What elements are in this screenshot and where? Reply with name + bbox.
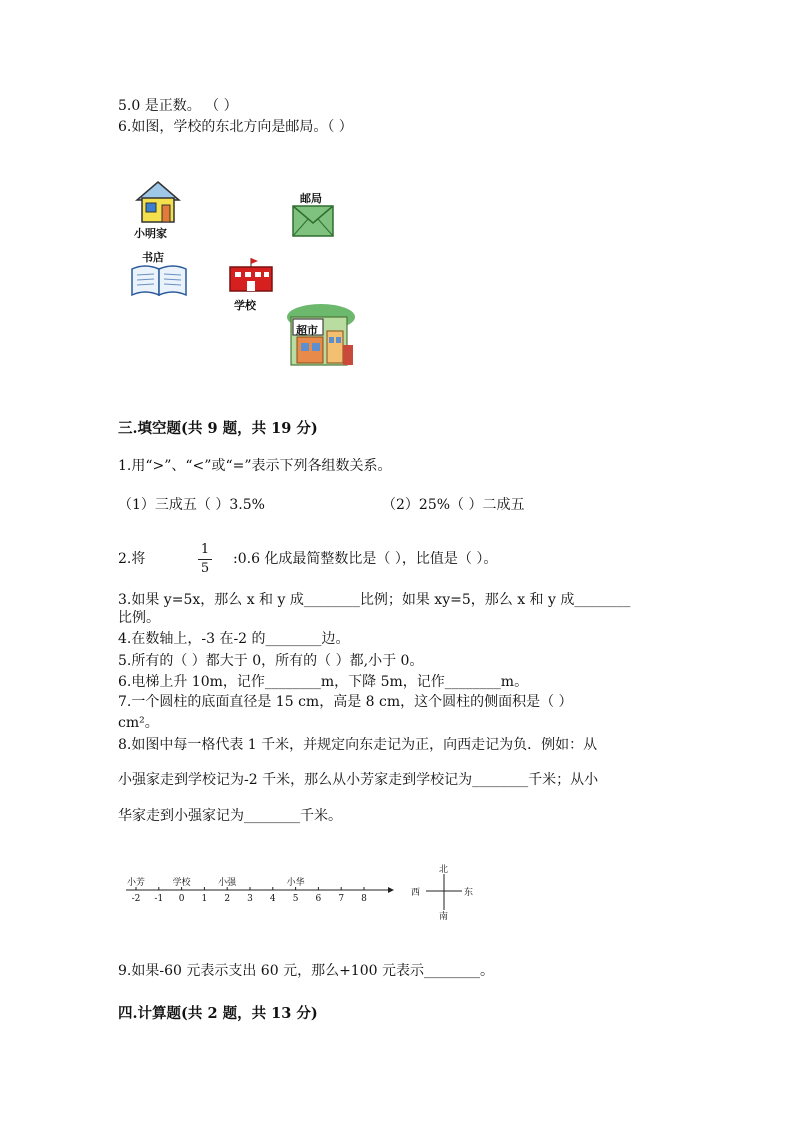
fill-q3b: 比例。 — [118, 610, 160, 626]
fill-q2-suffix: :0.6 化成最简整数比是（ ），比值是（ ）。 — [233, 551, 498, 567]
market-label: 超市 — [296, 324, 318, 337]
school-icon — [228, 257, 274, 293]
number-line-tick-label: 7 — [338, 894, 345, 904]
fill-q6: 6.电梯上升 10m，记作________m，下降 5m，记作________m。 — [118, 674, 529, 690]
fill-q2-prefix: 2.将 — [118, 551, 146, 567]
fraction-denominator: 5 — [200, 561, 210, 576]
number-line-tick-label: 4 — [269, 894, 276, 904]
number-line-place-label: 小华 — [286, 878, 305, 888]
fill-q1: 1.用“>”、“<”或“=”表示下列各组数关系。 — [118, 458, 392, 474]
fill-q9: 9.如果-60 元表示支出 60 元，那么+100 元表示________。 — [118, 963, 494, 979]
house-icon — [135, 180, 181, 224]
book-label: 书店 — [142, 251, 164, 264]
number-line-tick-label: 5 — [292, 894, 299, 904]
number-line-place-label: 学校 — [172, 878, 191, 888]
number-line-tick-label: 6 — [315, 894, 322, 904]
school-label: 学校 — [234, 299, 256, 312]
fill-q1b: （2）25%（ ）二成五 — [382, 497, 525, 513]
envelope-icon — [292, 205, 334, 237]
judgement-q6: 6.如图，学校的东北方向是邮局。（ ） — [118, 119, 353, 135]
home-label: 小明家 — [134, 227, 167, 240]
number-line-tick-label: 2 — [224, 894, 231, 904]
number-line — [120, 870, 400, 910]
fill-q1a: （1）三成五（ ）3.5% — [118, 497, 265, 513]
fill-q4: 4.在数轴上，-3 在-2 的________边。 — [118, 631, 350, 647]
fill-q8b: 小强家走到学校记为-2 千米，那么从小芳家走到学校记为________千米；从小 — [118, 772, 599, 788]
number-line-tick-label: 3 — [247, 894, 253, 904]
compass-east: 东 — [464, 888, 474, 898]
fill-q3a: 3.如果 y=5x，那么 x 和 y 成________比例；如果 xy=5，那么 x 和 y 成________ — [118, 592, 631, 608]
compass-south: 南 — [439, 912, 449, 922]
direction-map — [120, 175, 380, 375]
post-label: 邮局 — [300, 192, 322, 205]
book-icon — [130, 263, 188, 299]
number-line-tick-label: 0 — [178, 894, 185, 904]
number-line-place-label: 小强 — [218, 878, 237, 888]
number-line-tick-label: -2 — [131, 894, 141, 904]
section3-title: 三.填空题(共 9 题，共 19 分) — [118, 420, 318, 437]
fill-q7b: cm²。 — [118, 715, 159, 731]
compass — [408, 860, 488, 920]
fill-q7a: 7.一个圆柱的底面直径是 15 cm，高是 8 cm，这个圆柱的侧面积是（ ） — [118, 694, 573, 710]
compass-west: 西 — [411, 888, 421, 898]
fraction-numerator: 1 — [200, 542, 210, 557]
number-line-axis — [120, 870, 400, 910]
compass-north: 北 — [439, 865, 449, 875]
fill-q8a: 8.如图中每一格代表 1 千米，并规定向东走记为正，向西走记为负．例如：从 — [118, 737, 598, 753]
number-line-tick-label: 1 — [201, 894, 208, 904]
number-line-tick-label: -1 — [154, 894, 164, 904]
fill-q5: 5.所有的（ ）都大于 0，所有的（ ）都,小于 0。 — [118, 653, 424, 669]
fill-q8c: 华家走到小强家记为________千米。 — [118, 808, 342, 824]
number-line-place-label: 小芳 — [126, 878, 146, 888]
fraction-bar — [198, 559, 212, 560]
number-line-tick-label: 8 — [361, 894, 367, 904]
judgement-q5: 5.0 是正数。 （ ） — [118, 98, 238, 114]
section4-title: 四.计算题(共 2 题，共 13 分) — [118, 1005, 318, 1022]
